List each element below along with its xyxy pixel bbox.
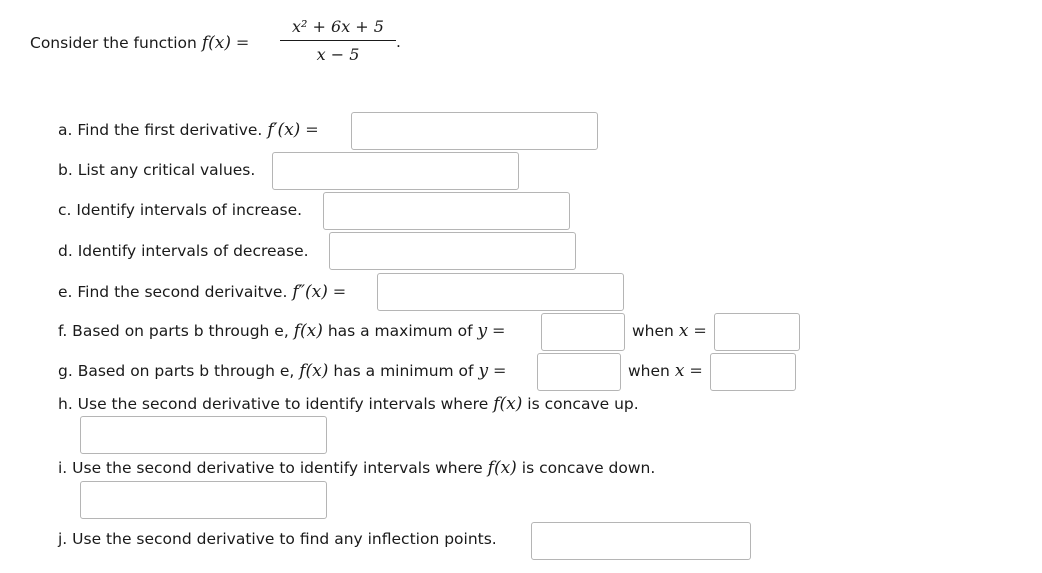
part-g-var-y: y	[478, 361, 489, 381]
part-e-text: e. Find the second derivaitve.	[58, 283, 288, 301]
fraction-bar	[280, 40, 396, 41]
part-g-when	[628, 361, 703, 381]
second-derivative-input[interactable]	[377, 273, 624, 311]
part-g-var-x: x	[674, 361, 685, 381]
part-f-equals-y: =	[492, 321, 506, 340]
part-g-equals-x: =	[689, 361, 703, 380]
intro-text: Consider the function	[30, 34, 197, 52]
first-derivative-input[interactable]	[351, 112, 598, 150]
second-derivative-symbol: f″(x)	[292, 282, 328, 302]
concave-up-input[interactable]	[80, 416, 327, 454]
part-i-text: i. Use the second derivative to identify intervals where	[58, 459, 483, 477]
part-f-function: f(x)	[293, 321, 323, 341]
part-g-when-text: when	[628, 362, 670, 380]
intro-line	[30, 33, 249, 53]
part-f-when	[632, 321, 707, 341]
part-a-equals: =	[305, 120, 319, 139]
part-g-label	[58, 361, 506, 381]
equals-sign: =	[235, 33, 250, 52]
fraction-numerator: x² + 6x + 5	[292, 17, 384, 36]
part-f-var-x: x	[678, 321, 689, 341]
function-fraction	[280, 17, 396, 64]
part-h-label	[58, 394, 639, 414]
part-f-label	[58, 321, 505, 341]
intro-period: .	[396, 33, 401, 51]
inflection-points-input[interactable]	[531, 522, 751, 560]
part-f-text: f. Based on parts b through e,	[58, 322, 289, 340]
part-e-equals: =	[332, 282, 347, 301]
part-h-text: h. Use the second derivative to identify intervals where	[58, 395, 489, 413]
part-f-var-y: y	[477, 321, 488, 341]
part-i-label	[58, 458, 655, 478]
part-c-label: c. Identify intervals of increase.	[58, 201, 303, 219]
critical-values-input[interactable]	[272, 152, 519, 190]
part-g-function: f(x)	[299, 361, 329, 381]
minimum-y-input[interactable]	[537, 353, 621, 391]
maximum-x-input[interactable]	[714, 313, 800, 351]
first-derivative-symbol: f′(x)	[267, 120, 301, 140]
fraction-denominator: x − 5	[316, 45, 360, 64]
intervals-increase-input[interactable]	[323, 192, 570, 230]
part-f-equals-x: =	[693, 321, 707, 340]
part-a-label	[58, 120, 319, 140]
part-g-mid-text: has a minimum of	[333, 362, 474, 380]
part-b-label: b. List any critical values.	[58, 161, 256, 179]
part-g-equals-y: =	[493, 361, 507, 380]
part-d-label: d. Identify intervals of decrease.	[58, 242, 309, 260]
part-g-text: g. Based on parts b through e,	[58, 362, 295, 380]
part-h-function: f(x)	[493, 394, 523, 414]
part-f-when-text: when	[632, 322, 674, 340]
minimum-x-input[interactable]	[710, 353, 796, 391]
concave-down-input[interactable]	[80, 481, 327, 519]
function-name: f(x)	[201, 33, 231, 53]
part-i-tail-text: is concave down.	[521, 459, 656, 477]
intervals-decrease-input[interactable]	[329, 232, 576, 270]
maximum-y-input[interactable]	[541, 313, 625, 351]
part-e-label	[58, 282, 346, 302]
part-j-label: j. Use the second derivative to find any inflection points.	[58, 530, 497, 548]
part-h-tail-text: is concave up.	[527, 395, 639, 413]
part-f-mid-text: has a maximum of	[327, 322, 473, 340]
part-a-text: a. Find the first derivative.	[58, 121, 263, 139]
part-i-function: f(x)	[487, 458, 517, 478]
